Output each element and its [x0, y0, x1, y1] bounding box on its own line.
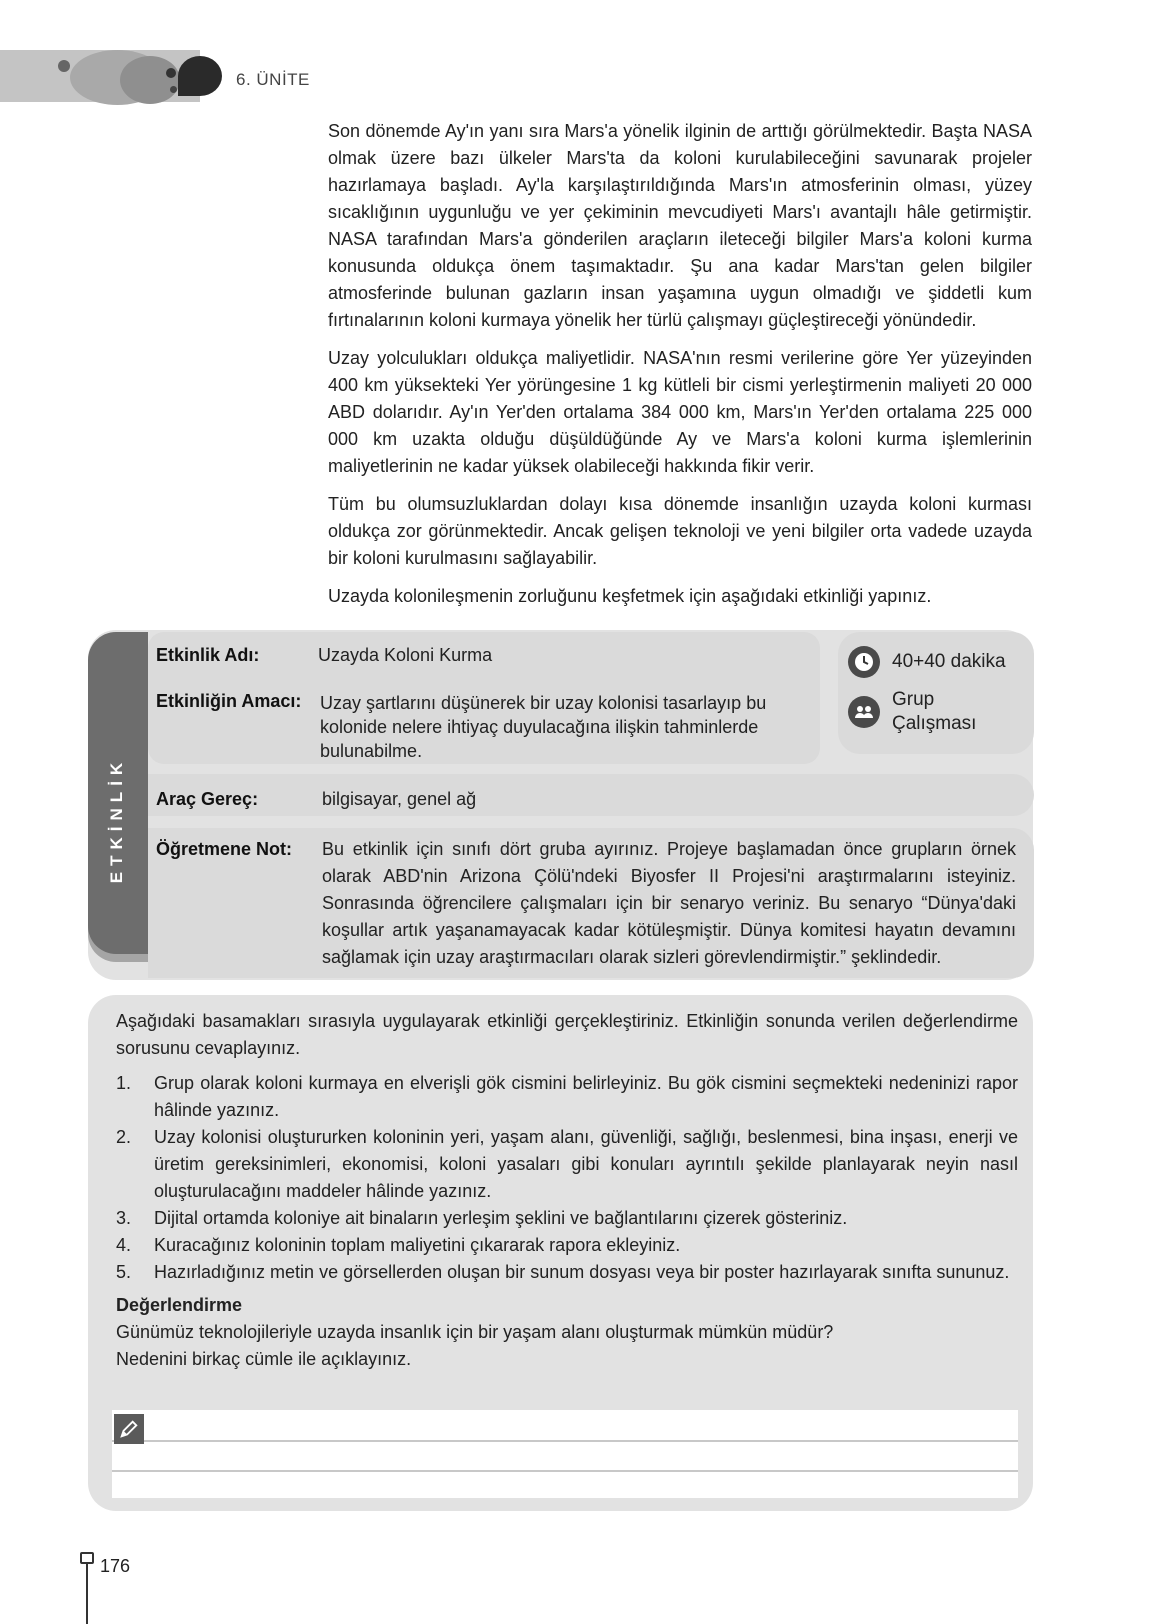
activity-name-label: Etkinlik Adı:	[156, 645, 260, 665]
steps-content	[116, 1008, 1018, 1373]
duration-row	[848, 646, 1006, 678]
intro-paragraph: Uzayda kolonileşmenin zorluğunu keşfetmek için aşağıdaki etkinliği yapınız.	[328, 586, 932, 606]
group-line-2: Çalışması	[892, 713, 977, 734]
header-decoration	[166, 68, 176, 78]
list-item: 4. Kuracağınız koloninin toplam maliyetini çıkararak rapora ekleyiniz.	[116, 1235, 681, 1255]
teacher-note-value: Bu etkinlik için sınıfı dört gruba ayırınız. Projeye başlamadan önce grupların örnek olarak ABD'nin Arizona Çölü'ndeki Biyosfer II Projesi'ni araştırmalarını isteyiniz. Sonrasında öğrencilere çalışmaları için bir senaryo veriniz. Bu senaryo “Dünya'daki koşullar artık yaşanamayacak kadar kötüleşmiştir. Dünya komitesi hayatın devamını sağlamak için uzay araştırmacıları olarak sizleri görevlendirmiştir.” şeklindedir.	[322, 839, 1016, 967]
group-line-1: Grup	[892, 689, 935, 710]
activity-name-value: Uzayda Koloni Kurma	[318, 645, 493, 665]
evaluation-question: Günümüz teknolojileriyle uzayda insanlık için bir yaşam alanı oluşturmak mümkün müdür?	[116, 1322, 834, 1342]
activity-tab-label: ETKİNLİK	[107, 756, 126, 884]
list-item: 1. Grup olarak koloni kurmaya en elverişli gök cismini belirleyiniz. Bu gök cismini seçmekteki nedeninizi rapor hâlinde yazınız.	[116, 1073, 1018, 1120]
header-decoration	[58, 60, 70, 72]
page-number: 176	[100, 1556, 131, 1576]
page-number-marker	[80, 1552, 94, 1564]
activity-purpose-value: Uzay şartlarını düşünerek bir uzay kolonisi tasarlayıp bu kolonide nelere ihtiyaç duyulacağına ilişkin tahminlerde bulunabilme.	[320, 693, 767, 761]
header-decoration	[178, 56, 222, 96]
tools-panel	[148, 774, 1034, 816]
intro-paragraph: Uzay yolculukları oldukça maliyetlidir. NASA'nın resmi verilerine göre Yer yüzeyinden 400 km yüksekteki Yer yörüngesine 1 kg kütleli bir cismi yerleştirmenin maliyeti 20 000 ABD dolarıdır. Ay'ın Yer'den ortalama 384 000 km, Mars'ın Yer'den ortalama 225 000 000 km uzakta olduğu düşüldüğünde Ay ve Mars'a koloni kurma işlemlerinin maliyetlerinin ne kadar yüksek olabileceği hakkında fikir verir.	[328, 348, 1032, 476]
list-item: 3. Dijital ortamda koloniye ait binaların yerleşim şeklini ve bağlantılarını çizerek gösteriniz.	[116, 1208, 848, 1228]
list-item: 5. Hazırladığınız metin ve görsellerden oluşan bir sunum dosyası veya bir poster hazırlayarak sınıfta sununuz.	[116, 1262, 1010, 1282]
intro-text	[328, 118, 1032, 621]
list-item: 2. Uzay kolonisi oluştururken koloninin yeri, yaşam alanı, güvenliği, sağlığı, beslenmesi, bina inşası, enerji ve üretim gereksinimleri, ekonomisi, koloni yasaları gibi konuları ayrıntılı şekilde planlayarak neyin nasıl oluşturulacağını maddeler hâlinde yazınız.	[116, 1127, 1018, 1201]
evaluation-question: Nedenini birkaç cümle ile açıklayınız.	[116, 1349, 412, 1369]
tools-value: bilgisayar, genel ağ	[322, 789, 477, 809]
header-decoration	[170, 86, 177, 93]
activity-purpose-label: Etkinliğin Amacı:	[156, 691, 302, 711]
answer-line	[112, 1440, 1018, 1442]
answer-area[interactable]	[112, 1410, 1018, 1498]
answer-line	[112, 1470, 1018, 1472]
group-row	[848, 688, 976, 736]
teacher-note-label: Öğretmene Not:	[156, 839, 293, 859]
tools-label: Araç Gereç:	[156, 789, 259, 809]
header-decoration	[120, 56, 180, 104]
pencil-icon	[114, 1414, 144, 1444]
intro-paragraph: Son dönemde Ay'ın yanı sıra Mars'a yönelik ilginin de arttığı görülmektedir. Başta NASA olmak üzere bazı ülkeler Mars'ta da koloni kurulabileceğini savunarak projeler hazırlamaya başladı. Ay'la karşılaştırıldığında Mars'ın atmosferinin olması, yüzey sıcaklığının uygunluğu ve yer çekiminin mevcudiyeti Mars'ı avantajlı hâle getirmiştir. NASA tarafından Mars'a gönderilen araçların ileteceği bilgiler Mars'a koloni kurma konusunda oldukça önem taşımaktadır. Şu ana kadar Mars'tan gelen bilgiler atmosferinde bulunan gazların insan yaşamına uygun olmadığı ve şiddetli kum fırtınalarının koloni kurmaya yönelik her türlü çalışmayı güçleştireceği yönündedir.	[328, 121, 1032, 330]
duration-value: 40+40 dakika	[892, 651, 1006, 672]
clock-icon	[848, 646, 880, 678]
evaluation-title: Değerlendirme	[116, 1295, 243, 1315]
steps-intro: Aşağıdaki basamakları sırasıyla uygulayarak etkinliği gerçekleştiriniz. Etkinliğin sonunda verilen değerlendirme sorusunu cevaplayınız.	[116, 1011, 1018, 1058]
unit-title: 6. ÜNİTE	[236, 70, 310, 89]
intro-paragraph: Tüm bu olumsuzluklardan dolayı kısa dönemde insanlığın uzayda koloni kurması oldukça zor görünmektedir. Ancak gelişen teknoloji ve yeni bilgiler orta vadede uzayda bir koloni kurulmasını sağlayabilir.	[328, 494, 1032, 568]
group-icon	[848, 696, 880, 728]
